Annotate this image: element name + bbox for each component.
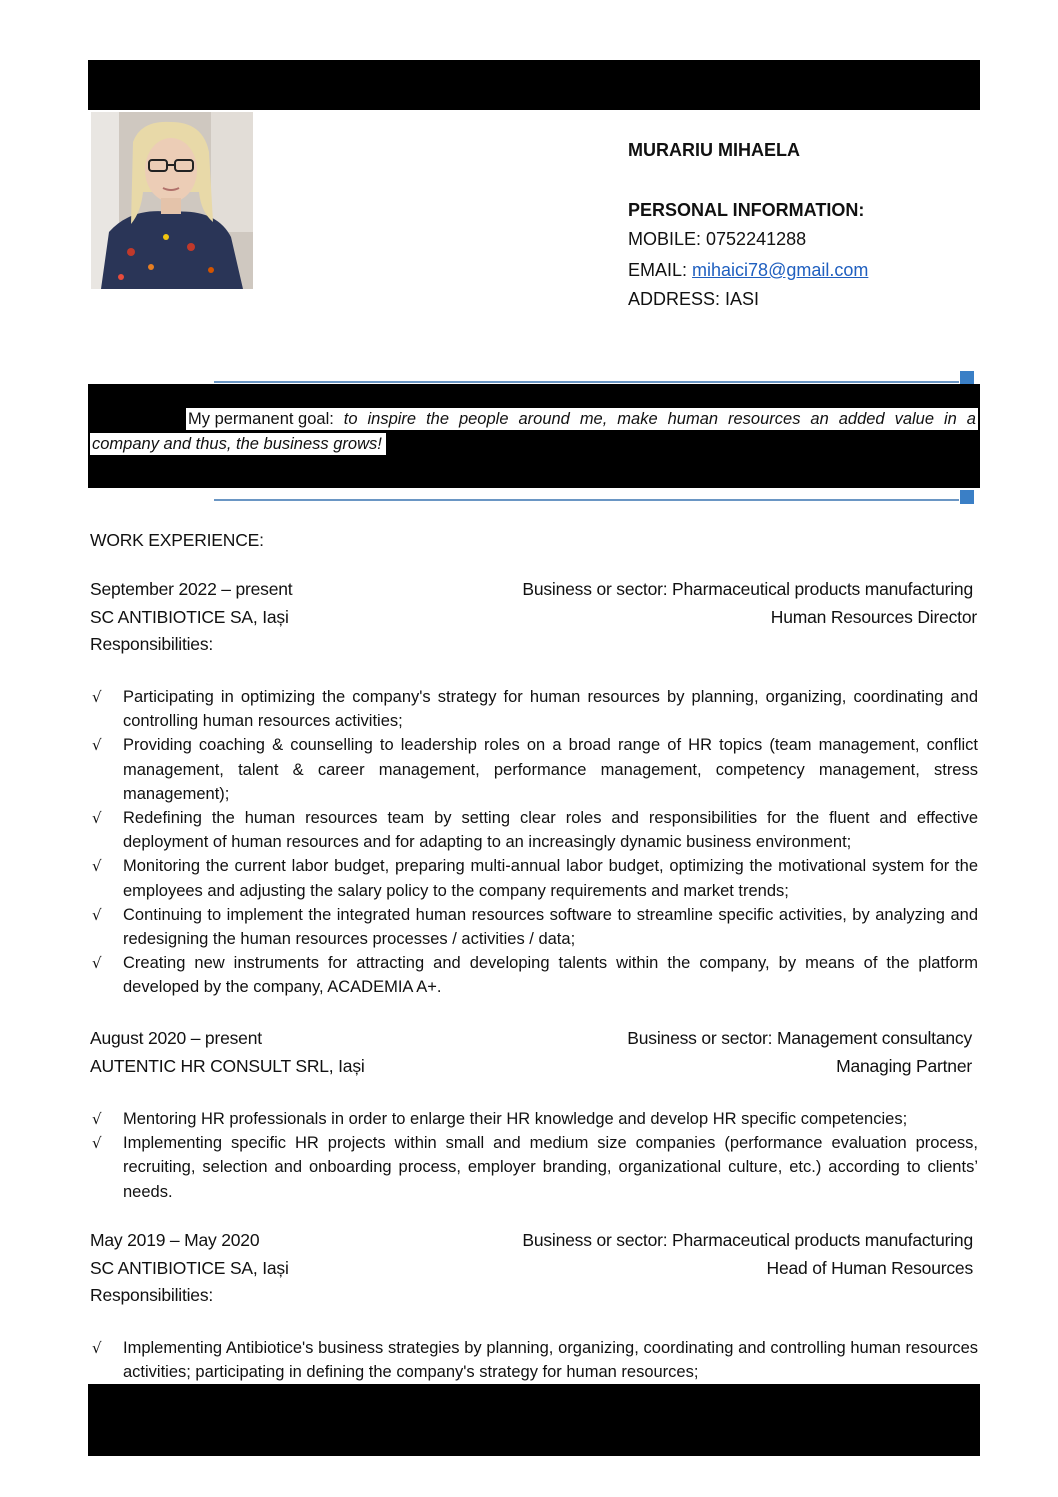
email-line bbox=[628, 260, 868, 281]
job-responsibilities-list bbox=[90, 1107, 978, 1204]
mobile-number: MOBILE: 0752241288 bbox=[628, 229, 807, 249]
goal-word: human bbox=[667, 410, 719, 428]
job-period: September 2022 – present bbox=[90, 579, 293, 599]
checkmark-icon: √ bbox=[92, 857, 102, 876]
responsibility-item bbox=[90, 951, 978, 999]
goal-word: value bbox=[894, 410, 935, 428]
responsibility-text: Monitoring the current labor budget, preparing multi-annual labor budget, optimizing the motivational system for the employees and adjusting the salary policy to the company requirements and market trends; bbox=[123, 857, 978, 900]
job-sector: Business or sector: Management consultancy bbox=[627, 1028, 972, 1048]
checkmark-icon: √ bbox=[92, 1134, 102, 1153]
job-sector: Business or sector: Pharmaceutical products manufacturing bbox=[522, 1230, 973, 1250]
goal-bottom-rule bbox=[214, 499, 959, 501]
responsibility-text: Redefining the human resources team by setting clear roles and responsibilities for the fluent and effective deployment of human resources and for adapting to an increasingly dynamic business environment; bbox=[123, 809, 978, 852]
checkmark-icon: √ bbox=[92, 688, 102, 706]
responsibility-text: Mentoring HR professionals in order to enlarge their HR knowledge and develop HR specific competencies; bbox=[123, 1110, 908, 1128]
checkmark-icon: √ bbox=[92, 905, 102, 924]
goal-bottom-marker bbox=[960, 490, 974, 504]
responsibility-item bbox=[90, 1107, 978, 1131]
address: ADDRESS: IASI bbox=[628, 289, 760, 309]
responsibility-item bbox=[90, 854, 978, 902]
checkmark-icon: √ bbox=[92, 1110, 102, 1128]
job-responsibilities-list bbox=[90, 685, 978, 1000]
checkmark-icon: √ bbox=[92, 954, 102, 973]
goal-word: inspire bbox=[367, 410, 417, 428]
goal-word: me, bbox=[579, 410, 608, 428]
goal-line-1 bbox=[186, 408, 978, 430]
responsibilities-label: Responsibilities: bbox=[90, 634, 214, 654]
responsibility-item bbox=[90, 733, 978, 806]
responsibility-item bbox=[90, 806, 978, 854]
top-black-bar bbox=[88, 60, 980, 110]
job-role: Head of Human Resources bbox=[766, 1258, 973, 1278]
job-company: AUTENTIC HR CONSULT SRL, Iași bbox=[90, 1056, 365, 1076]
responsibility-text: Providing coaching & counselling to leadership roles on a broad range of HR topics (team management, conflict management, talent & career management, performance management, competency management, stress management); bbox=[123, 736, 978, 803]
responsibility-text: Implementing specific HR projects within small and medium size companies (performance evaluation process, recruiting, selection and onboarding process, employer branding, organizational culture, etc.) according to clients’ needs. bbox=[123, 1134, 978, 1201]
goal-lead: My permanent goal: bbox=[188, 410, 334, 428]
job-period: August 2020 – present bbox=[90, 1028, 262, 1048]
responsibility-text: Continuing to implement the integrated human resources software to streamline specific activities, by analyzing and redesigning the human resources processes / activities / data; bbox=[123, 905, 978, 949]
job-company: SC ANTIBIOTICE SA, Iași bbox=[90, 607, 289, 627]
job-sector: Business or sector: Pharmaceutical products manufacturing bbox=[522, 579, 973, 599]
goal-word: added bbox=[838, 410, 885, 428]
goal-word: make bbox=[617, 410, 658, 428]
candidate-name: MURARIU MIHAELA bbox=[628, 140, 800, 160]
work-experience-heading: WORK EXPERIENCE: bbox=[90, 530, 264, 550]
goal-word: around bbox=[518, 410, 570, 428]
goal-word: an bbox=[810, 410, 829, 428]
goal-word: a bbox=[966, 410, 976, 428]
bottom-black-bar bbox=[88, 1384, 980, 1456]
job-role: Managing Partner bbox=[836, 1056, 972, 1076]
responsibility-item bbox=[90, 903, 978, 951]
goal-top-rule bbox=[214, 381, 959, 383]
profile-photo bbox=[91, 112, 253, 289]
email-label: EMAIL: bbox=[628, 260, 693, 280]
goal-line-2: company and thus, the business grows! bbox=[90, 433, 386, 455]
goal-word: people bbox=[458, 410, 509, 428]
goal-word: the bbox=[426, 410, 449, 428]
responsibility-item bbox=[90, 1336, 978, 1384]
goal-word: to bbox=[343, 410, 358, 428]
responsibility-text: Implementing Antibiotice's business strategies by planning, organizing, coordinating and controlling human resources activities; participating in defining the company's strategy for human resources; bbox=[123, 1339, 978, 1382]
job-role: Human Resources Director bbox=[770, 607, 977, 627]
goal-top-marker bbox=[960, 371, 974, 385]
goal-word: resources bbox=[728, 410, 801, 428]
checkmark-icon: √ bbox=[92, 736, 102, 755]
personal-info-heading: PERSONAL INFORMATION: bbox=[628, 200, 865, 220]
goal-word: in bbox=[943, 410, 957, 428]
responsibility-text: Participating in optimizing the company's strategy for human resources by planning, organizing, coordinating and controlling human resources activities; bbox=[123, 688, 978, 731]
job-period: May 2019 – May 2020 bbox=[90, 1230, 260, 1250]
email-link[interactable]: mihaici78@gmail.com bbox=[692, 260, 869, 280]
checkmark-icon: √ bbox=[92, 809, 102, 828]
responsibility-item bbox=[90, 1131, 978, 1204]
job-company: SC ANTIBIOTICE SA, Iași bbox=[90, 1258, 289, 1278]
checkmark-icon: √ bbox=[92, 1339, 102, 1357]
job-responsibilities-list bbox=[90, 1336, 978, 1384]
responsibilities-label: Responsibilities: bbox=[90, 1285, 214, 1305]
responsibility-item bbox=[90, 685, 978, 733]
responsibility-text: Creating new instruments for attracting and developing talents within the company, by means of the platform developed by the company, ACADEMIA A+. bbox=[123, 954, 978, 997]
